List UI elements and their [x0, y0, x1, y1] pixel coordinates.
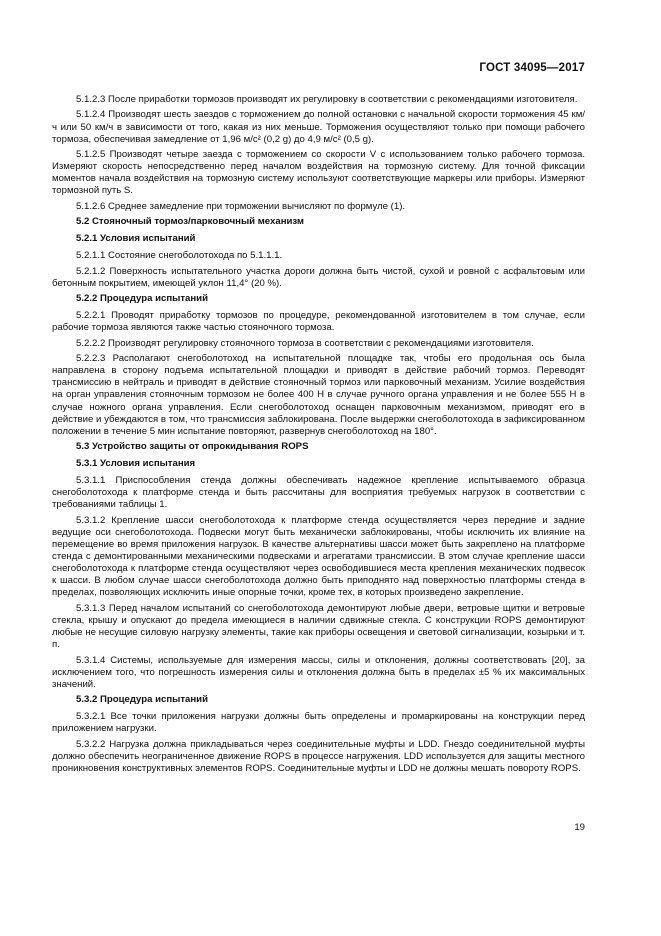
heading-5-3-1: 5.3.1 Условия испытания: [76, 458, 196, 470]
heading-5-3: 5.3 Устройство защиты от опрокидывания ROPS: [76, 441, 309, 453]
para-5-1-2-3: 5.1.2.3 После приработки тормозов производят их регулировку в соответствии с рекомендациями изготовителя.: [76, 94, 578, 105]
para-5-2-2-3: 5.2.2.3 Располагают снегоболотоход на испытательной площадке так, чтобы его продольная ось была направлена в сторону подъема испытательной площадки и приводят в действие рабочий тормоз. Переводят трансмиссию в нейтраль и приводят в действие стояночный тормоз или парковочный механизм. Усилие воздействия на орган управления стояночным тормозом не более 400 Н в случае ручного органа управления и не более 555 Н в случае ножного органа управления. Если снегоболотоход оснащен парковочным механизмом, приводят его в действие и убеждаются в том, что трансмиссия заблокирована. После выдержки снегоболотохода в зафиксированном положении в течение 5 мин испытание повторяют, развернув снегоболотоход на 180°.: [52, 353, 585, 437]
para-5-1-2-6: 5.1.2.6 Среднее замедление при торможении вычисляют по формуле (1).: [76, 200, 406, 212]
para-5-2-2-2: 5.2.2.2 Производят регулировку стояночного тормоза в соответствии с рекомендациями изготовителя.: [76, 337, 534, 349]
para-5-1-2-4: 5.1.2.4 Производят шесть заездов с торможением до полной остановки с начальной скорости торможения 45 км/ч или 50 км/ч в зависимости от того, какая из них меньше. Торможения осуществляют только при помощи рабочего тормоза, обеспечивая замедление от 1,96 м/с² (0,2 g) до 4,9 м/с² (0,5 g).: [52, 109, 585, 145]
para-5-3-2-1: 5.3.2.1 Все точки приложения нагрузки должны быть определены и промаркированы на конструкции перед приложением нагрузки.: [52, 711, 585, 735]
page-number: 19: [574, 822, 585, 833]
para-5-3-2-2: 5.3.2.2 Нагрузка должна прикладываться через соединительные муфты и LDD. Гнездо соединительной муфты должно обеспечить неограниченное движение ROPS в процессе нагружения. LDD используется для защиты местного проникновения конструктивных элементов ROPS. Соединительные муфты и LDD не должны мешать повороту ROPS.: [52, 738, 585, 774]
para-5-2-1-2: 5.2.1.2 Поверхность испытательного участка дороги должна быть чистой, сухой и ровной с асфальтовым или бетонным покрытием, имеющей уклон 11,4° (20 %).: [52, 265, 585, 289]
para-5-1-2-5: 5.1.2.5 Производят четыре заезда с торможением со скорости V с использованием только рабочего тормоза. Измеряют скорость непосредственно перед началом воздействия на тормозную систему. Для точной фиксации моментов начала воздействия на тормозную систему используют соответствующие маркеры или приборы. Измеряют тормозной путь S.: [52, 149, 585, 197]
para-5-3-1-3: 5.3.1.3 Перед началом испытаний со снегоболотохода демонтируют любые двери, ветровые щитки и ветровые стекла, крышу и опускают до предела имеющиеся в наличии сдвижные стекла. С конструкции ROPS демонтируют любые не несущие силовую нагрузку элементы, такие как приборы освещения и световой сигнализации, козырьки и т. п.: [52, 602, 585, 651]
para-5-2-1-1: 5.2.1.1 Состояние снегоболотохода по 5.1.1.1.: [76, 250, 283, 262]
heading-5-3-2: 5.3.2 Процедура испытаний: [76, 694, 208, 706]
standard-header: ГОСТ 34095—2017: [479, 62, 585, 74]
para-5-3-1-4: 5.3.1.4 Системы, используемые для измерения массы, силы и отклонения, должны соответствовать [20], за исключением того, что погрешность измерения силы и отклонения должна быть в пределах ±5 % их максимальных значений.: [52, 654, 585, 690]
heading-5-2-2: 5.2.2 Процедура испытаний: [76, 293, 208, 305]
para-5-2-2-1: 5.2.2.1 Проводят приработку тормозов по процедуре, рекомендованной изготовителем в том случае, если рабочие тормоза являются также частью стояночного тормоза.: [52, 310, 585, 334]
heading-5-2-1: 5.2.1 Условия испытаний: [76, 233, 196, 245]
heading-5-2: 5.2 Стояночный тормоз/парковочный механизм: [76, 216, 305, 228]
para-5-3-1-1: 5.3.1.1 Приспособления стенда должны обеспечивать надежное крепление испытываемого образца снегоболотохода к платформе стенда и быть рассчитаны для восприятия требуемых нагрузок в соответствии с требованиями таблицы 1.: [52, 475, 585, 511]
document-body: [52, 94, 585, 778]
para-5-3-1-2: 5.3.1.2 Крепление шасси снегоболотохода к платформе стенда осуществляется через передние и задние ведущие оси снегоболотохода. Подвески могут быть механически заблокированы, чтобы исключить их влияние на перемещение во время приложения нагрузок. В качестве альтернативы шасси может быть закреплено на платформе стенда с демонтированными механическими подвесками и агрегатами трансмиссии. В этом случае крепление шасси снегоболотохода к платформе стенда осуществляют через освободившиеся места крепления механических подвесок к шасси. В любом случае шасси снегоболотохода должно быть приподнято над поверхностью платформы стенда в пределах, позволяющих исключить иные опорные точки, кроме тех, в которых произведено закрепление.: [52, 514, 585, 599]
